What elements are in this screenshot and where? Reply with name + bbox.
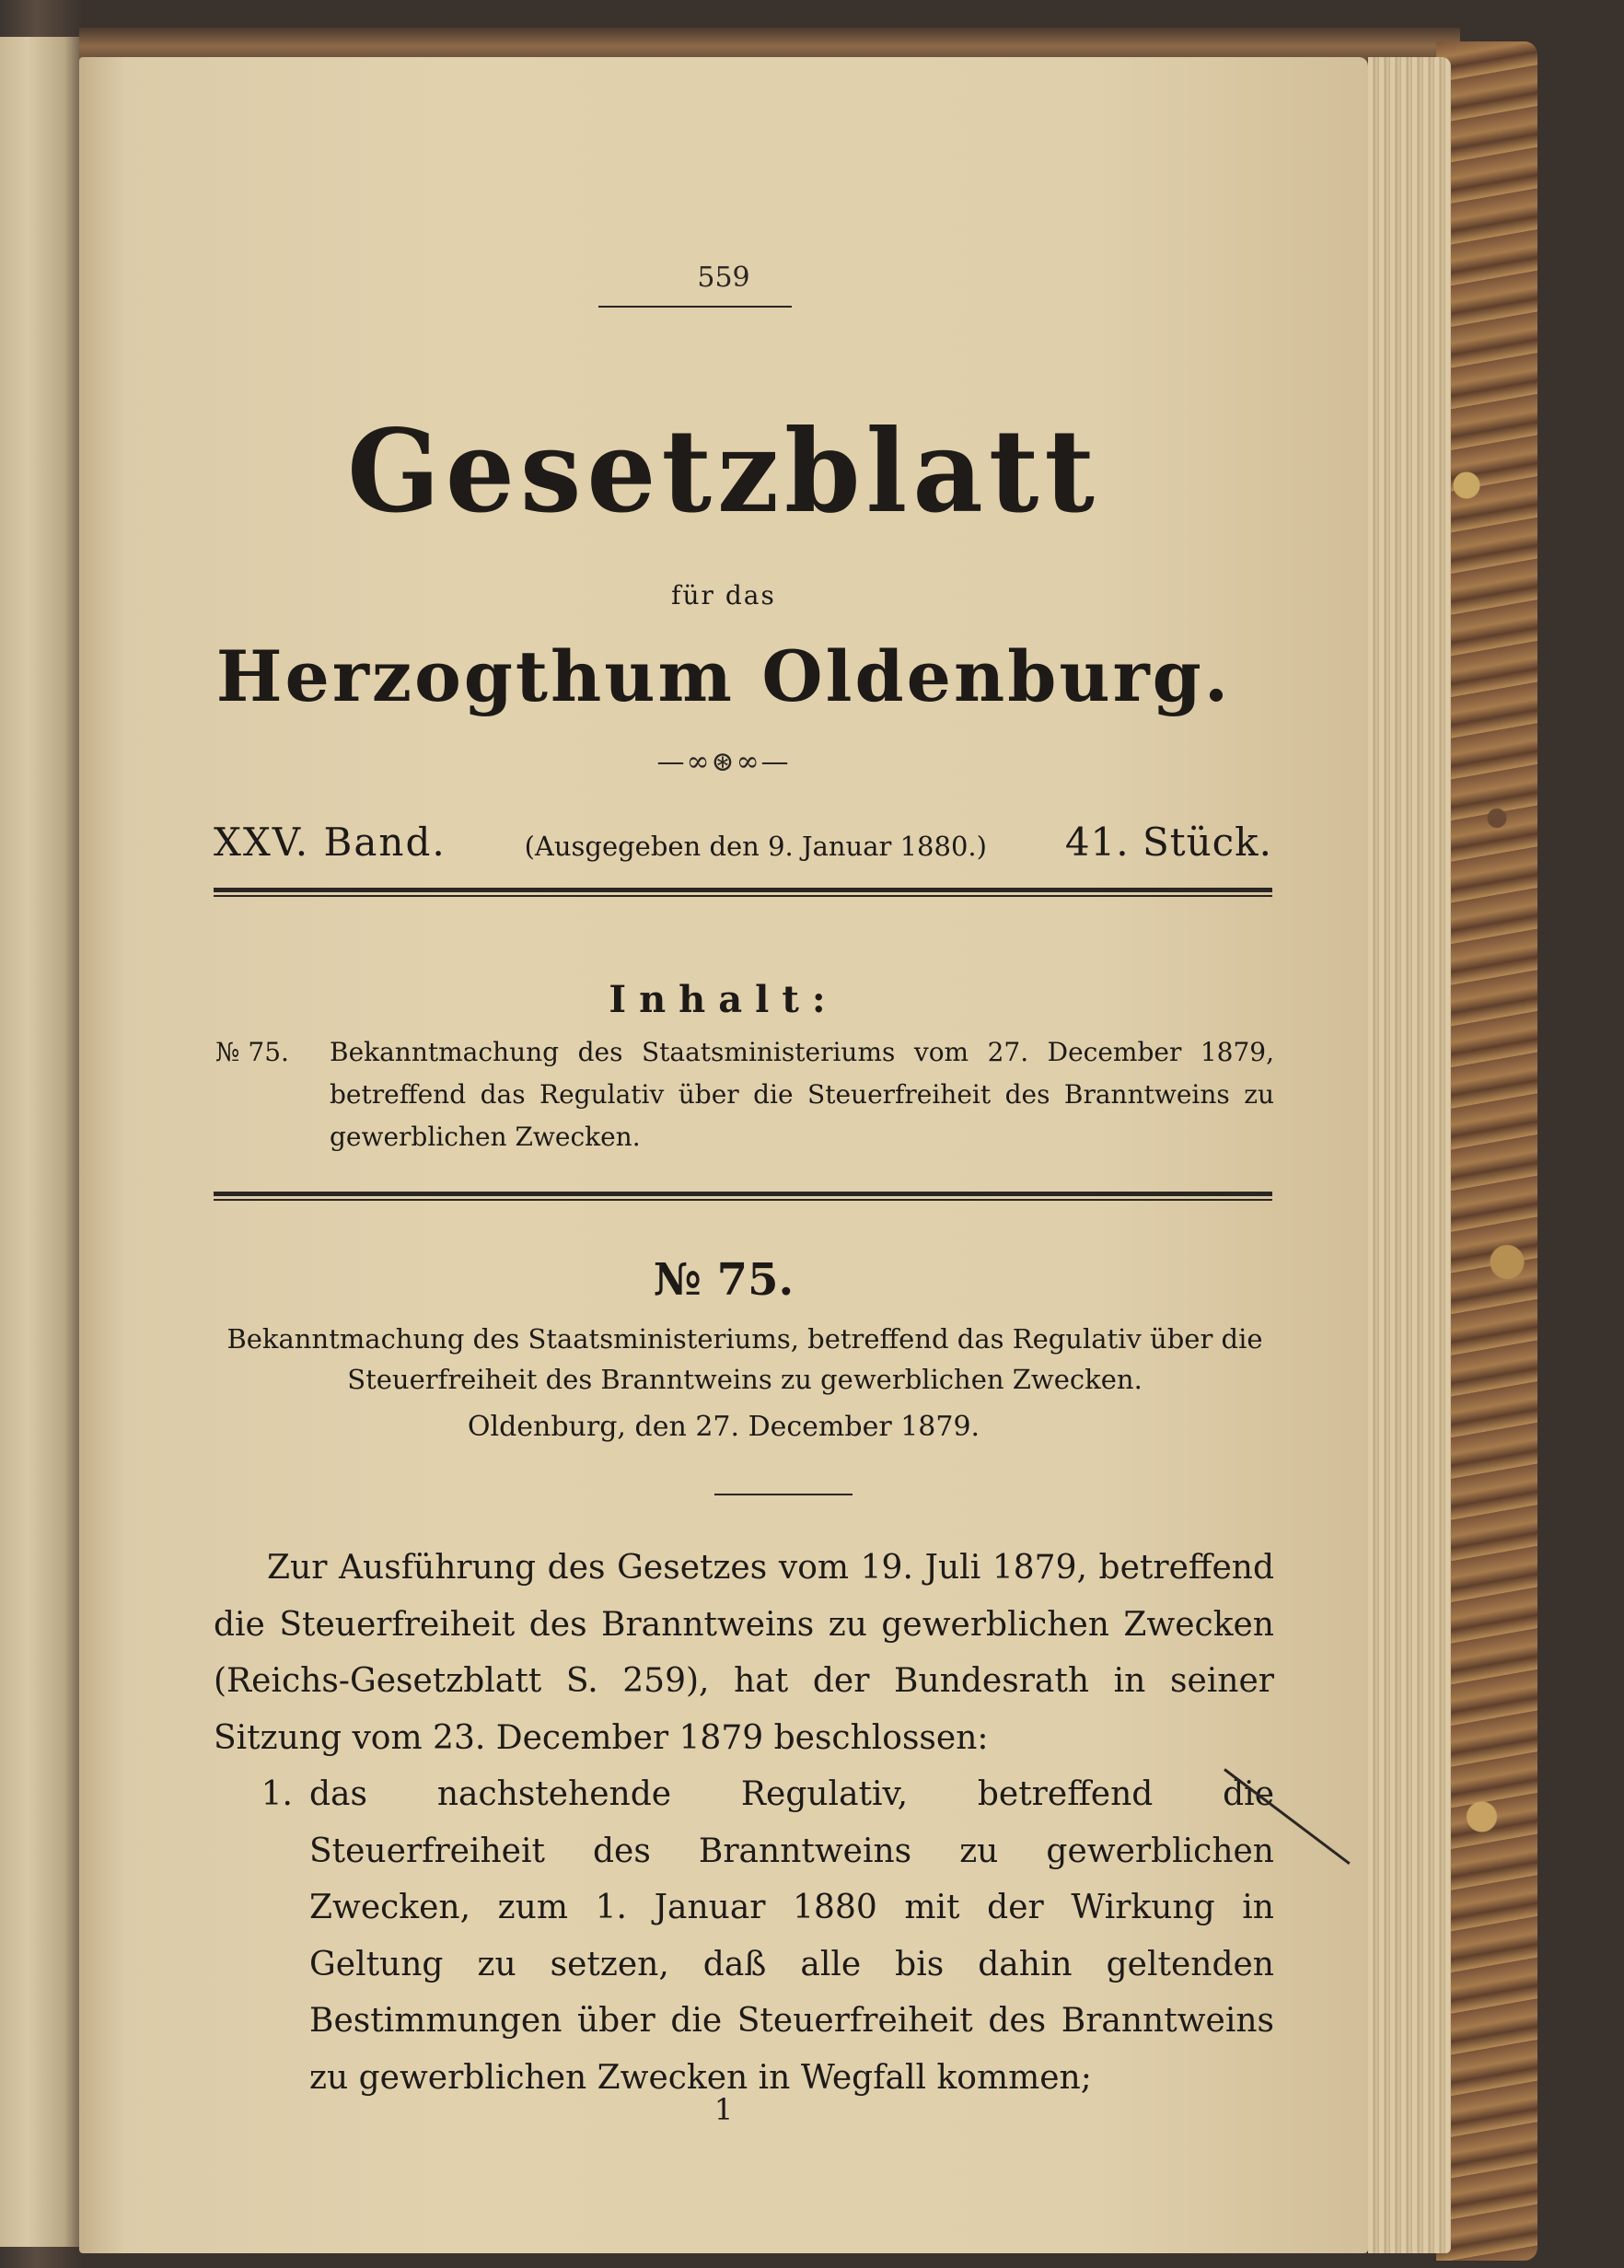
ordinance-body (214, 1540, 1274, 2106)
issue-date: (Ausgegeben den 9. Januar 1880.) (524, 831, 987, 862)
duchy-name: Herzogthum Oldenburg. (215, 635, 1232, 717)
list-item-marker: 1. (261, 1775, 293, 1813)
ornament-divider: —∞⊛∞— (656, 746, 791, 778)
contents-entry-number: № 75. (215, 1037, 289, 1067)
signature-mark: 1 (713, 2092, 734, 2127)
ordinance-title: Bekanntmachung des Staatsministeriums, betreffend das Regulativ über die Steuerfreiheit des Branntweins zu gewerblichen Zwecken. (226, 1323, 1263, 1395)
page-number-rule (598, 306, 792, 308)
ordinance-place-date: Oldenburg, den 27. December 1879. (467, 1411, 980, 1443)
contents-heading: Inhalt: (609, 978, 839, 1021)
issue-part: 41. Stück. (1064, 820, 1272, 865)
ordinance-rule (714, 1494, 853, 1495)
ordinance-number: № 75. (653, 1254, 795, 1306)
gazette-title: Gesetzblatt (347, 403, 1100, 539)
list-item-text: das nachstehende Regulativ, betreffend die Steuerfreiheit des Branntweins zu gewerblichen Zwecken, zum 1. Januar 1880 mit der Wirkung in Geltung zu setzen, daß alle bis dahin geltenden Bestimmungen über die Steuerfreiheit des Branntweins zu gewerblichen Zwecken in Wegfall kommen; (309, 1775, 1274, 2097)
gazette-for-the: für das (671, 580, 776, 611)
issue-volume: XXV. Band. (214, 820, 447, 865)
contents-entry (215, 1031, 1274, 1158)
contents-bottom-rule (214, 1192, 1272, 1201)
list-item (214, 1766, 1274, 2106)
document-page (79, 57, 1368, 2253)
contents-entry-text: Bekanntmachung des Staatsministeriums vom 27. December 1879, betreffend das Regulativ über die Steuerfreiheit des Branntweins zu gewerblichen Zwecken. (330, 1037, 1274, 1152)
page-stack-edges (1368, 57, 1451, 2253)
contents-top-rule (214, 888, 1272, 897)
page-number: 559 (697, 262, 750, 294)
marbled-cover (1436, 41, 1537, 2261)
body-lead-paragraph: Zur Ausführung des Gesetzes vom 19. Juli 1879, betreffend die Steuerfreiheit des Branntweins zu gewerblichen Zwecken (Reichs-Gesetzblatt S. 259), hat der Bundesrath in seiner Sitzung vom 23. December 1879 beschlossen: (214, 1549, 1274, 1757)
facing-page-edge (0, 37, 79, 2247)
issue-line (214, 820, 1272, 875)
